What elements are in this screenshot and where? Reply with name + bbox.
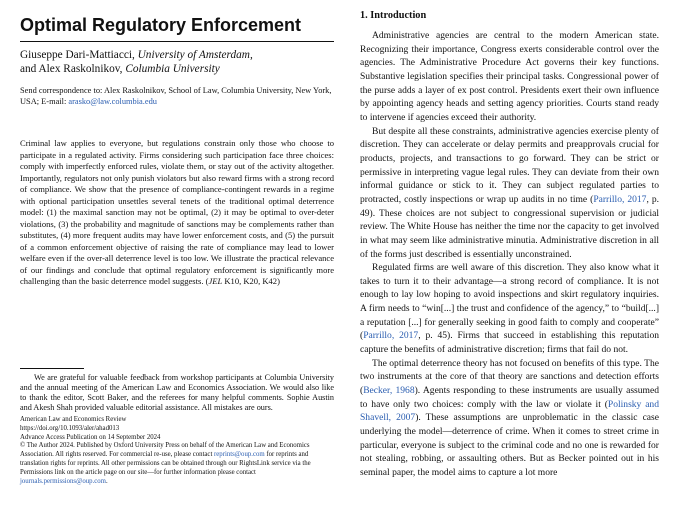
section-heading: 1. Introduction — [360, 10, 427, 21]
author-affiliation: Columbia University — [125, 63, 220, 75]
abstract-text: Criminal law applies to everyone, but regulations constrain only those who choose to participate in a regulated activity. Firms considering such participation face three choices: comply with imperfectly enforced rules, violate them, or stay out of the activity altogether. Importantly, regulators not only punish violators but also reward firms with a strong record of compliance. We show that the presence of compliance-contingent rewards in a regime with optional participation unsettles several tenets of the traditional optimal deterrence model: (1) the maximal sanction may not be optimal, (2) it may be optimal to over-deter violations, (3) the probability and magnitude of sanctions may be complements rather than substitutes, (4) more frequent audits may have lower enforcement costs, and (5) the pursuit of a common enforcement objective of raising the rate of compliance may lead to lower welfare even if the over-all deterrence level is too low. We illustrate the practical relevance of our findings and conclude that optimal regulatory enforcement is significantly more challenging than the basic deterrence model suggests. ( — [20, 138, 334, 286]
citation-link[interactable]: Polinsky and Shavell, 2007 — [360, 398, 659, 424]
copyright-text: © The Author 2024. Published by Oxford University Press on behalf of the American Law and Economics Association. All rights reserved. For commercial re-use, please contact — [20, 442, 310, 459]
author-affiliation: University of Amsterdam, — [137, 49, 253, 61]
permissions-email-link[interactable]: journals.permissions@oup.com — [20, 477, 106, 485]
footnote-divider — [20, 368, 84, 369]
correspondence-note — [20, 85, 334, 107]
advance-access-date: Advance Access Publication on 14 September 2024 — [20, 433, 161, 441]
author-name: and Alex Raskolnikov, — [20, 63, 123, 75]
paragraph-text: , p. 49). These choices are not subject to congressional supervision or judicial review. The White House has neither the time nor the capacity to get involved in what may seem like administrative minutia. Administrative discretion in all of the forms just described is essentially unconstrained. — [360, 193, 659, 260]
jel-label: JEL — [208, 276, 223, 286]
paragraph-text: The optimal deterrence theory has not focused on benefits of this type. The two instruments at the core of that theory are sanctions and detection efforts ( — [360, 357, 659, 397]
title-divider — [20, 41, 334, 42]
article-title: Optimal Regulatory Enforcement — [20, 15, 302, 35]
author-line-2 — [20, 62, 334, 76]
acknowledgment-note: We are grateful for valuable feedback from workshop participants at Columbia University and the annual meeting of the American Law and Economics Association. We would also like to thank the editor, Scott Baker, and the referees for many helpful comments. Sophie Austin and Akesh Shah provided valuable editorial assistance. All mistakes are ours. — [20, 373, 334, 412]
reprints-email-link[interactable]: reprints@oup.com — [214, 451, 265, 459]
author-name: Giuseppe Dari-Mattiacci, — [20, 49, 135, 61]
paragraph-text: ). Agents responding to these instruments are usually assumed to have only two choices: comply with the law or violate it ( — [360, 385, 659, 410]
intro-paragraph-2 — [360, 125, 659, 262]
citation-link[interactable]: Parrillo, 2017 — [593, 193, 647, 205]
copyright-end: . — [105, 477, 108, 485]
right-column — [360, 9, 659, 480]
journal-name: American Law and Economics Review — [20, 416, 127, 423]
intro-paragraph-1: Administrative agencies are central to the modern American state. Recognizing their importance, Congress exerts considerable control over the agencies. The Administrative Procedure Act governs their key functions. Substantive legislation specifies their principal tasks. Congressional power of the purse adds a layer of ex post control. Presidents exert their own influence by appointing agency heads and setting agency priorities. Courts stand ready to intervene if agencies exceed their authority. — [360, 30, 659, 123]
left-column — [20, 14, 334, 288]
reprints-text: for reprints and translation rights for reprints. All other permissions can be obtained through our RightsLink service via the Permissions link on the article page on our site—for further information please contact — [20, 451, 311, 476]
correspondence-email-link[interactable]: arasko@law.columbia.edu — [68, 97, 157, 106]
intro-paragraph-3 — [360, 261, 659, 357]
abstract — [20, 138, 334, 288]
jel-codes: K10, K20, K42) — [222, 276, 280, 286]
paragraph-text: , p. 45). Firms that succeed in establishing this reputation capture the benefits of administrative discretion; firms that fail do not. — [360, 330, 660, 356]
footnote-area — [20, 368, 334, 486]
paragraph-text: ). These assumptions are unproblematic in the classic case underlying the model—deterrence of crime. When it comes to street crime in particular, everyone is subject to the criminal code and no one is rewarded for not stealing, robbing, or assaulting others. But as Becker pointed out in his seminal paper, the model aims to capture a lot more — [360, 412, 659, 478]
correspondence-text: Send correspondence to: Alex Raskolnikov, School of Law, Columbia University, New York, USA; E-mail: — [20, 86, 332, 106]
author-list — [20, 48, 334, 76]
citation-link[interactable]: Parrillo, 2017 — [363, 330, 419, 342]
doi-text: https://doi.org/10.1093/aler/ahad013 — [20, 424, 120, 432]
author-line-1 — [20, 48, 334, 62]
paragraph-text: But despite all these constraints, administrative agencies exercise plenty of discretion. They can accelerate or delay permits and preapprovals crucial for products, projects, and transactions to go forward. They can be strict or permissive in interpreting vague legal rules. They can deviate from their own informal guidance or stick to it. They can subject regulated parties to protracted, costly inspections or wrap up audits in no time ( — [360, 125, 659, 205]
citation-link[interactable]: Becker, 1968 — [363, 385, 415, 397]
copyright-notice — [20, 442, 334, 486]
intro-paragraph-4 — [360, 357, 659, 480]
paragraph-text: Regulated firms are well aware of this discretion. They also know what it takes to turn it to their advantage—a strong record of compliance. It is not enough to lay low hoping to avoid inspections and skirt regulatory inquiries. A firm needs to “win[...] the trust and confidence of the agency,” to “build[...] a reputation [...] for generally seeking in good faith to comply and cooperate” ( — [360, 262, 659, 342]
